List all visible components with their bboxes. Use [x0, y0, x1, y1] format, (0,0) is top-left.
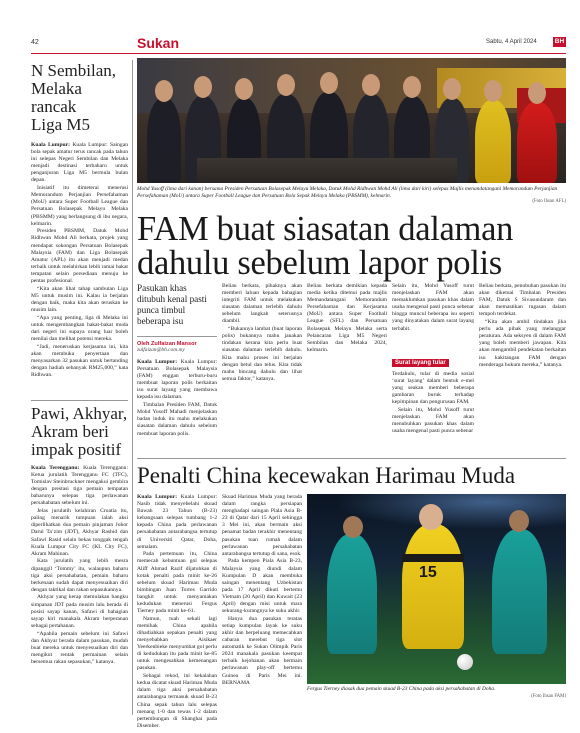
person-2-head: [194, 76, 212, 98]
person-1-head: [155, 80, 173, 102]
table-cloth: [197, 158, 457, 183]
column-rule: [132, 60, 133, 715]
byline-email[interactable]: zulfaizan@bh.com.my: [137, 347, 185, 353]
header-bar: [0, 34, 580, 52]
fam-col-1: [137, 283, 217, 438]
fam-col-4: [392, 283, 474, 466]
article-nsembilan-body: Kuala Lumpur: Kuala Lumpur: Saingan bola sepak amatur terus rancak pada tahun ini selepas Negeri Sembilan dan Melaka menjadi destinasi terbaharu untuk penganjuran Liga M5 bermula bulan depan. Inisiatif itu dimeterai menerusi Memorandum Perjanjian Persefahaman (MoU) antara Super Football League dan Persatuan Bolasepak Melayu Melaka (PBSMM) yang berlangsung di ibu negara, kelmarin. Presiden PBSMM, Datuk Mohd Ridhwan Mohd Ali berkata, projek yang mendapat sokongan Persatuan Bolasepak Malaysia (FAM) dan Liga Bolasepak Amatur (APL) itu akan menjadi medan terbaik untuk melahirkan lebih ramai bakat tempatan selain persediaan menuju ke pentas profesional. “Kita akan lihat tahap sambutan Liga M5 untuk musim ini. Kalau ia berjalan dengan baik, maka kita akan teruskan ke musim lain. “Apa yang penting, liga di Melaka ini untuk mengembangkan bakat-bakat muda dari negeri ini supaya orang luar boleh menilai dan melihat potensi mereka. “Jadi, meneruskan kerjasama ini, kita akan membuka penyertaan dan menyasarkan 32 pasukan untuk bertanding dengan hadiah sebanyak RM25,000,” kata Ridhwan.: [31, 142, 129, 378]
person-7-head: [403, 76, 421, 98]
fam-col-4-body: Terdahulu, tular di media sosial ‘surat layang’ dalam bentuk e-mel yang seakan memberi beberapa gambaran buruk terhadap kepimpinan dan pengurusan FAM. Selain itu, Mohd Yusoff turut menjelaskan FAM akan menubuhkan pasukan khas dalam usaha mengenal pasti punca sebenar: [392, 371, 474, 435]
malaysia-jersey-stripe: [402, 554, 464, 562]
bh-logo: BH: [554, 38, 565, 45]
china-player-right-head: [509, 510, 529, 532]
date-label: Sabtu, 4 April 2024: [486, 39, 537, 45]
article-pawi-body: Kuala Terengganu: Kuala Terengganu: Ketua jurulatih Terengganu FC (TFC), Tomislav Steinbruckner mengakui gembira dengan prestasi tiga pemain tempatan baharunya selepas tiga perlawanan persahabatan sebelum ini. Jelas jurulatih kelahiran Croatia itu, paling menarik tumpuan ialah aksi diperlihatkan dua pemain pinjaman Johor Darul Ta’zim (JDT), Akhyar Rashid dan Safawi Rasid selain bekas tonggak tengah Kuala Lumpur City FC (KL City FC), Akram Mahinan. Kata jurulatih yang lebih mesra dipanggil ‘Tommy’ itu, walaupun baharu tiga aksi persahabatan, pemain baharu berkenaan sudah dapat menyesuaikan diri dengan taktikal dan rakan sepasukannya. Akhyar yang kerap memulakan bangku simpanan JDT pada musim lalu berada di posisi sayap kanan, Safawi di bahagian sayap kiri manakala Akram berperanan sebagai pertahanan. “Apabila pemain sebelum ini Safawi dan Akhyar berada dalam pasukan, mudah buat mereka untuk menyesuaikan diri dan mengikut rentak permainan selain bersemua rakan sepasukan,” katanya.: [31, 465, 129, 665]
person-6-head: [362, 74, 380, 96]
china-player-left: [327, 534, 377, 654]
fam-col-2: Beliau berkata, pihaknya akan memberi laluan kepada bahagian integriti FAM untuk melakukan siasatan dalaman terlebih dahulu sebelum langkah seterusnya diambil. “Bukannya lambat (buat laporan polis) bukannya mahu janakan tindakan kerana kita perlu buat siasatan dalaman terlebih dahulu. Kita mahu proses ini berjalan dengan betul dan telus. Kita tidak mahu bincang dahulu dan lihat semua faktor,” katanya.: [222, 283, 302, 382]
person-3-head: [235, 78, 253, 100]
person-1: [147, 98, 181, 183]
football-photo-credit: (Foto Ihsan FAM): [531, 694, 566, 699]
byline-name: Oleh Zulfaizan Mansor: [137, 341, 197, 347]
penalti-col-1: Kuala Lumpur: Kuala Lumpur: Nasib tidak menyebelahi skuad Bawah 23 Tahun (B-23) kebangsaan selepas tumbang 1-2 kepada China pada perlawanan persahabatan antarabangsa tertutup di Universiti Qatar, Doha, semalam. Pada pertemuan itu, China memecah kebuntuan gol selepas Aliff Ahmad Razif dijatuhkan di kotak penalti pada minit ke-26 sebelum skuad Harimau Muda bimbingan Juan Torres Garrido bangkit untuk menyamakan kedudukan menerusi Fergus Tierney pada minit ke-61. Namun, tuah sekali lagi memihak China apabila dihadiahkan sepakan penalti yang menyebabkan Aisikaer Yeerkenbieke menyumbat gol perlu di kedudukan itu pada minit ke-85 untuk mengesahkan kemenangan pasukan. Sebagai rekod, ini kekalahan kedua dicatat skuad Harimau Muda dalam tiga aksi persahabatan antarabangsa termasuk skuad B-23 China sepak tahun lalu selepas menang 1-0 dan tewas 1-2 dalam pertembungan di Shanghai pada Disember.: [137, 494, 217, 729]
fam-col-3: Beliau berkata demikian kepada media ketika ditemui pada majlis Memandatangani Memorandum Persefahaman dan Kerjasama (MoU) antara Super Football League (SFL) dan Persatuan Bolasepak Melayu Melaka serta Pelancaran Liga M5 Negeri Sembilan dan Melaka 2024, kelmarin.: [307, 283, 387, 353]
football-photo-caption: Fergus Tierney diasak dua pemain skuad B-23 China pada aksi persahabatan di Doha. (Foto Ihsan FAM): [307, 686, 566, 699]
person-5-head: [320, 72, 338, 94]
person-8-head: [443, 78, 461, 100]
china-player-right: [492, 529, 547, 654]
china-player-left-head: [343, 516, 363, 538]
malaysia-player: [402, 524, 464, 649]
fam-headline: FAM buat siasatan dalaman dahulu sebelum lapor polis: [137, 210, 514, 282]
fam-subhead-rule: [137, 336, 217, 337]
section-label: Sukan: [137, 35, 180, 51]
fam-subhead-surat: Surat layang tular: [392, 351, 474, 369]
article-nsembilan-headline: N Sembilan, Melaka rancak Liga M5: [31, 61, 116, 134]
penalti-col-2: Skuad Harimau Muda yang berada dalam rangka persiapan menghadapi saingan Piala Asia B-23 di Qatar dari 15 April sehingga 3 Mei ini, akan bermain aksi penamat badan terakhir menentang pasukan tuan rumah dalam perlawanan persahabatan antarabangsa tertutup di sana, esok. Pada kempen Piala Asia B-23, Malaysia yang diundi dalam Kumpulan D akan membuka saingan menentang Uzbekistan pada 17 April dikuti bertemu Vietnam (20 April) dan Kuwait (23 April) dengan misi untuk mara sekurang-kurangnya ke suku akhir. Hanya dua pasukan teratas setiap kumpulan layak ke suku akhir dan berpeluang memecahkan cabaran merebut tiga slot automatik ke Sukan Olimpik Paris 2024 manakala pasukan keempat terbaik kejohanan akan bermain perlawanan play-off bertemu Guinea di Paris Mei ini. BERNAMA: [222, 494, 302, 686]
malaysia-player-head: [419, 504, 443, 530]
article-nsembilan: [31, 62, 128, 380]
jersey-number: 15: [419, 564, 437, 581]
person-4-head: [277, 74, 295, 96]
fam-col-5: Beliau berkata, penubuhan pasukan itu akan diketuai Timbalan Presiden FAM, Datuk S Sivasundaram dan akan memastikan tugasan dalam tempoh terdekat. “Kita akan ambil tindakan jika perlu ada pihak yang melanggar peraturan. Ada seksyen di dalam FAM yang boleh memberi jawapan. Kita akan mengambil pendekatan berkaitan isu kakitangan FAM dengan menderaga hukum mereka,” katanya.: [479, 283, 566, 368]
person-9-head: [484, 80, 502, 102]
person-9-jersey: [475, 100, 511, 183]
article-pawi: [31, 405, 128, 667]
mou-photo-caption: Mohd Yusoff (lima dari kanan) bersama Presiden Persatuan Bolasepak Melayu Melaka, Datuk Mohd Ridhwan Mohd Ali (lima dari kiri) selepas Majlis menandatangani Memorandum Perjanjian Persefahaman (MoU) antara Super Football League dan Persatuan Bola Sepak Melayu Melaka (PBSMM), kelmarin. (Foto Ihsan AFL): [137, 186, 566, 204]
football-ball: [457, 654, 473, 670]
person-10-jersey: [517, 102, 557, 183]
fam-col-1-body: Kuala Lumpur: Kuala Lumpur: Persatuan Bolasepak Malaysia (FAM) enggan terburu-buru membuat laporan polis berkaitan isu surat layang yang membawa kepada isu dalaman. Timbalan Presiden FAM, Datuk Mohd Yusoff Mahadi menjelaskan badan induk itu mahu melakukan siasatan dalaman dahulu sebelum membuat laporan polis.: [137, 359, 217, 437]
page-number: 42: [31, 39, 39, 46]
mou-photo-credit: (Foto Ihsan AFL): [532, 199, 566, 204]
penalti-headline: Penalti China kecewakan Harimau Muda: [137, 463, 516, 488]
article-pawi-headline: Pawi, Akhyar, Akram beri impak positif: [31, 404, 128, 459]
divider-left: [31, 400, 128, 401]
football-photo: [307, 494, 566, 684]
divider-mid: [137, 458, 566, 459]
header-rule: [31, 53, 566, 54]
mou-group-photo: [137, 58, 566, 183]
person-10-head: [528, 82, 546, 104]
fam-col-4-body-top: Selain itu, Mohd Yusoff turut menjelaskan FAM akan memaklumkan pasukan khas dalam usaha mengenal pasti punca sebenar hingga muncul beberapa isu seperti yang dinyatakan dalam surat layang terbabit.: [392, 283, 474, 332]
fam-subhead: Pasukan khas ditubuh kenal pasti punca timbul beberapa isu: [137, 283, 207, 326]
